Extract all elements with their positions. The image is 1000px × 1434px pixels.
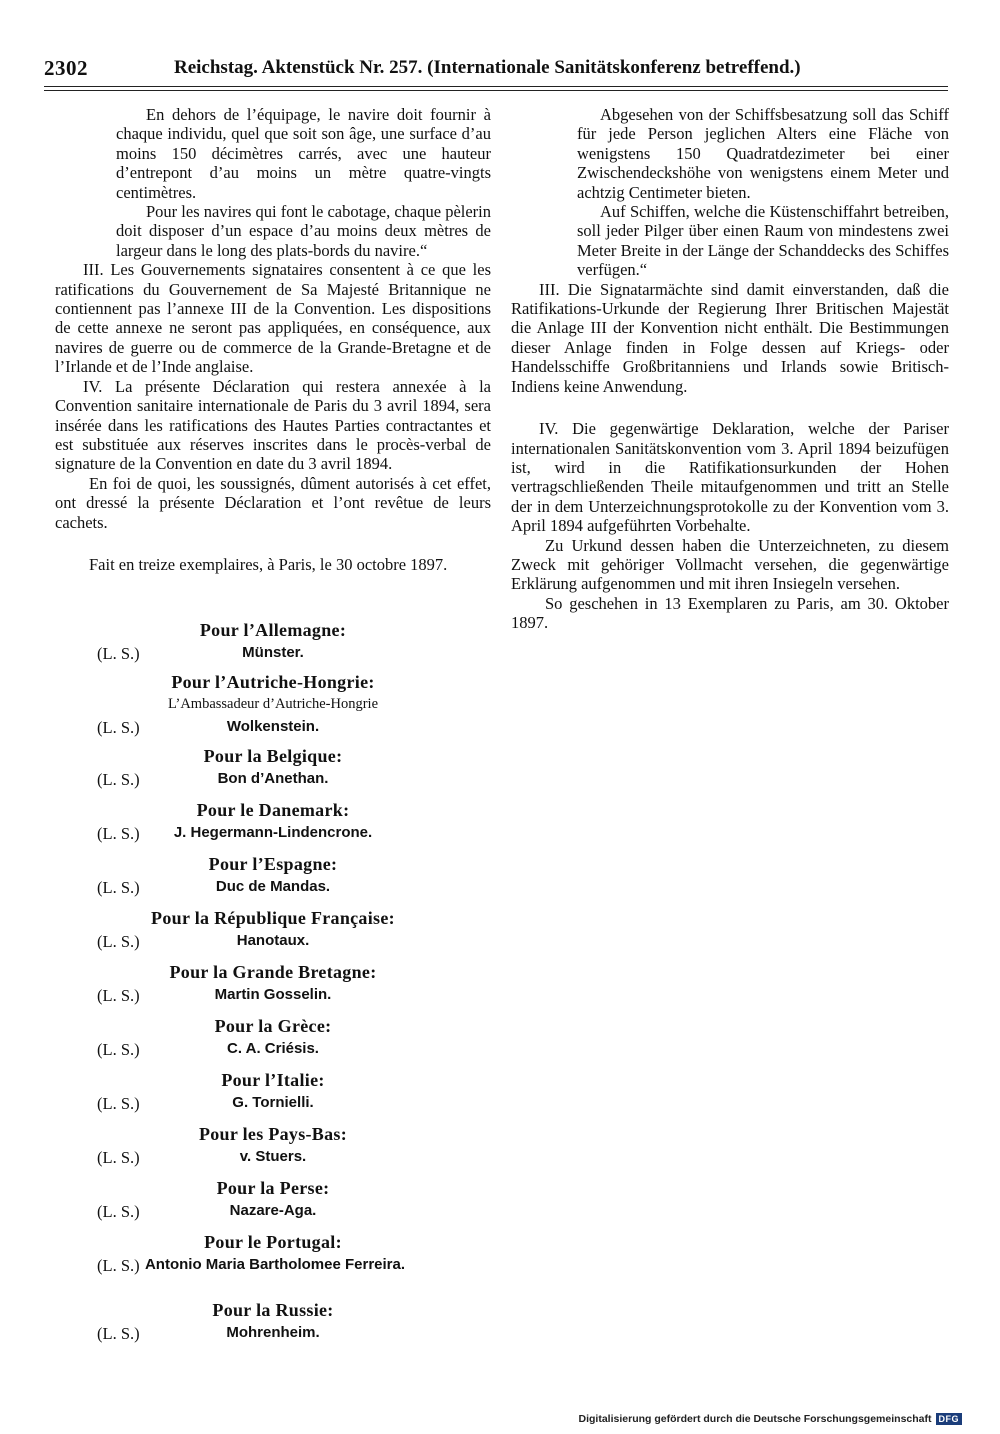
seal-mark: (L. S.) [97, 986, 140, 1005]
signatory-country: Pour la Grèce: [214, 1016, 332, 1036]
signature-block [55, 908, 491, 962]
signatory-country: Pour la Perse: [216, 1178, 330, 1198]
french-paragraph: En foi de quoi, les soussignés, dûment autorisés à cet effet, ont dressé la présente Déclaration et l’ont revêtue de leurs cachets. [55, 473, 491, 532]
seal-mark: (L. S.) [97, 824, 140, 843]
french-column [55, 105, 491, 574]
signatory-note: L’Ambassadeur d’Autriche-Hongrie [167, 696, 379, 712]
running-title: Reichstag. Aktenstück Nr. 257. (Internationale Sanitätskonferenz betreffend.) [174, 57, 801, 78]
signature-block [55, 1300, 491, 1354]
signature-block [55, 854, 491, 908]
seal-mark: (L. S.) [97, 644, 140, 663]
signatory-country: Pour la Grande Bretagne: [169, 962, 377, 982]
signatory-country: Pour l’Italie: [221, 1070, 325, 1090]
french-paragraph: Fait en treize exemplaires, à Paris, le 30 octobre 1897. [89, 554, 448, 574]
seal-mark: (L. S.) [97, 878, 140, 897]
page-header [44, 56, 948, 86]
french-paragraph: IV. La présente Déclaration qui restera annexée à la Convention sanitaire internationale de Paris du 3 avril 1894, sera insérée dans les ratifications des Hautes Parties contractantes et est substituée aux réserves inscrites dans le procès-verbal de signature de la Convention en date du 3 avril 1894. [55, 376, 491, 474]
signatory-country: Pour la Russie: [212, 1300, 334, 1320]
signature-block [55, 672, 491, 746]
signatory-country: Pour le Danemark: [196, 800, 350, 820]
signatory-name: Mohrenheim. [226, 1324, 320, 1341]
seal-mark: (L. S.) [97, 1148, 140, 1167]
seal-mark: (L. S.) [97, 1040, 140, 1059]
signatory-name: Duc de Mandas. [215, 878, 331, 895]
signatory-name: Antonio Maria Bartholomee Ferreira. [144, 1256, 406, 1273]
footer-credit [579, 1413, 962, 1425]
signatory-name: C. A. Criésis. [227, 1040, 319, 1057]
seal-mark: (L. S.) [97, 1202, 140, 1221]
signatory-name: J. Hegermann-Lindencrone. [173, 824, 373, 841]
signatory-name: Wolkenstein. [226, 718, 320, 735]
seal-mark: (L. S.) [97, 770, 140, 789]
french-quoted-block [55, 105, 491, 260]
german-paragraph: So geschehen in 13 Exemplaren zu Paris, am 30. Oktober 1897. [511, 593, 949, 633]
signature-block [55, 620, 491, 672]
signatory-country: Pour la Belgique: [203, 746, 343, 766]
signature-block [55, 1124, 491, 1178]
french-paragraph: III. Les Gouvernements signataires consentent à ce que les ratifications du Gouvernement de Sa Majesté Britannique ne contiennent pas l’annexe III de la Convention. Les dispositions de cette annexe ne seront pas appliquées, en conséquence, aux navires de guerre ou de commerce de la Grande-Bretagne et de l’Irlande et de l’Inde anglaise. [55, 260, 491, 377]
signature-block [55, 1178, 491, 1232]
signatory-name: v. Stuers. [239, 1148, 307, 1165]
german-paragraph: Auf Schiffen, welche die Küstenschiffahrt betreiben, soll jeder Pilger über einen Raum von mindestens zwei Meter Breite in der Länge der Schanddecks des Schiffes verfügen.“ [577, 202, 949, 280]
dfg-logo: DFG [936, 1413, 963, 1425]
german-paragraph: Zu Urkund dessen haben die Unterzeichneten, zu diesem Zweck mit gehöriger Vollmacht versehen, die gegenwärtige Erklärung aufgenommen und mit ihren Insiegeln versehen. [511, 535, 949, 594]
signatory-country: Pour l’Allemagne: [199, 620, 347, 640]
seal-mark: (L. S.) [97, 1256, 140, 1275]
french-paragraph: En dehors de l’équipage, le navire doit fournir à chaque individu, quel que soit son âge, une surface d’au moins 150 décimètres carrés, avec une hauteur d’entrepont d’au moins un mètre quatre-vingts centimètres. [116, 105, 491, 202]
german-paragraph: III. Die Signatarmächte sind damit einverstanden, daß die Ratifikations-Urkunde der Regierung Ihrer Britischen Majestät die Anlage III der Konvention nicht enthält. Die Bestimmungen dieser Anlage finden in Folge dessen auf Kriegs- oder Handelsschiffe Großbritanniens und Irlands sowie Britisch-Indiens keine Anwendung. [511, 279, 949, 396]
signature-block [55, 1232, 491, 1300]
german-paragraph: IV. Die gegenwärtige Deklaration, welche der Pariser internationalen Sanitätskonvention vom 3. April 1894 beizufügen ist, wird in die Ratifikationsurkunden der Hohen vertragschließenden Theile mitaufgenommen und tritt an Stelle der in dem Unterzeichnungsprotokolle zu der Konvention vom 3. April 1894 aufgeführten Vorbehalte. [511, 419, 949, 536]
signatory-country: Pour l’Espagne: [208, 854, 338, 874]
signatory-name: Hanotaux. [236, 932, 310, 949]
german-quoted-block [511, 105, 949, 280]
signatory-country: Pour le Portugal: [204, 1232, 342, 1252]
seal-mark: (L. S.) [97, 932, 140, 951]
page-number: 2302 [44, 56, 88, 80]
seal-mark: (L. S.) [97, 1094, 140, 1113]
signatory-name: Münster. [242, 644, 304, 661]
french-paragraph: Pour les navires qui font le cabotage, chaque pèlerin doit disposer d’un espace d’au moins deux mètres de largeur dans le long des plats-bords du navire.“ [116, 202, 492, 260]
seal-mark: (L. S.) [97, 1324, 140, 1343]
signatory-name: Nazare-Aga. [229, 1202, 317, 1219]
signatory-country: Pour l’Autriche-Hongrie: [171, 672, 375, 692]
footer-text: Digitalisierung gefördert durch die Deutsche Forschungsgemeinschaft [578, 1413, 932, 1425]
signatory-country: Pour les Pays-Bas: [198, 1124, 348, 1144]
signature-block [55, 1016, 491, 1070]
signature-block [55, 746, 491, 800]
signatory-name: G. Tornielli. [232, 1094, 314, 1111]
german-paragraph: Abgesehen von der Schiffsbesatzung soll das Schiff für jede Person jeglichen Alters eine Fläche von wenigstens 150 Quadratdezimeter bei einer Zwischendeckshöhe von wenigstens einem Meter und achtzig Centimeter bieten. [577, 105, 949, 202]
signatory-name: Martin Gosselin. [214, 986, 332, 1003]
signatory-country: Pour la République Française: [151, 908, 395, 928]
header-rule-top [44, 86, 948, 87]
signature-block [55, 962, 491, 1016]
signatory-name: Bon d’Anethan. [217, 770, 329, 787]
german-column [511, 105, 949, 633]
signature-list [55, 620, 491, 1354]
signature-block [55, 1070, 491, 1124]
signature-block [55, 800, 491, 854]
header-rule-bottom [44, 90, 948, 91]
seal-mark: (L. S.) [97, 718, 140, 737]
